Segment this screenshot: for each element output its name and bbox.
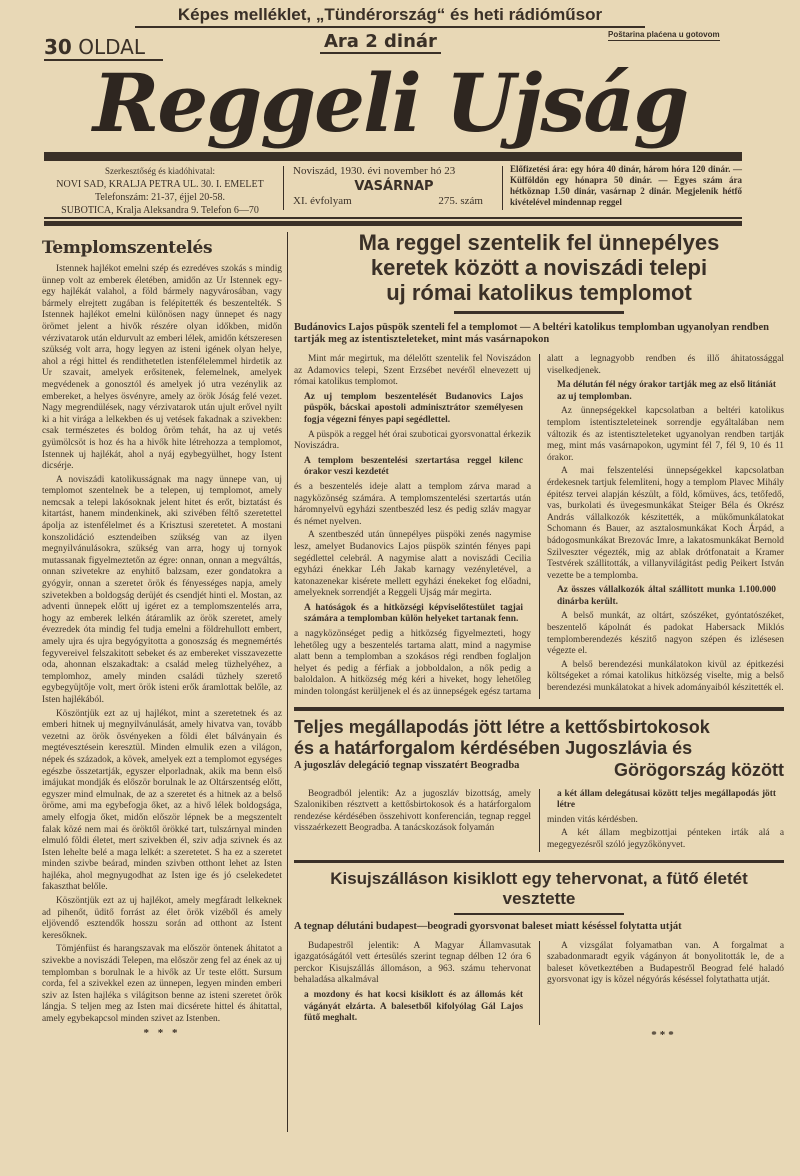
supplement-banner: Képes melléklet, „Tündérország“ és heti rádióműsor — [135, 5, 645, 28]
main-subheadline: Budánovics Lajos püspök szenteli fel a templomot — A beltéri katolikus templomban ugyanolyan rendben tartják meg az istentiszteleteket, mint más vasárnapokon — [294, 322, 769, 345]
paragraph: és a beszentelés ideje alatt a templom zárva marad a nagyközönség számára. A templomszentelési szertartás után háromnyelvü egyházi szentbeszéd lesz és pedig szláv magyar és német nyelven. — [294, 481, 531, 527]
editorial-line: Telefonszám: 21-37, éjjel 20-58. — [94, 192, 226, 203]
article2-subheadline: A jugoszláv delegáció tegnap visszatért Beogradba — [294, 759, 520, 771]
left-article — [42, 238, 282, 1039]
headline-line: Ma reggel szentelik fel ünnepélyes — [358, 230, 720, 255]
header-rule — [44, 221, 742, 226]
editorial-line: SUBOTICA, Kralja Aleksandra 9. Telefon 6—70 — [61, 205, 259, 216]
article3-subheadline: A tegnap délutáni budapest—beogradi gyorsvonat baleset miatt késéssel folytatta utját — [294, 920, 682, 932]
paragraph: Beogradból jelentik: Az a jugoszláv bizottság, amely Szalonikiben résztvett a kettősbirtokosok és a határforgalom rendezése kérdésében összehivott konferencián, tegnap reggel visszaérkezett Beogradba. A tanácskozások folyamán — [294, 788, 531, 834]
editorial-office-info — [44, 165, 276, 217]
issue-date: Noviszád, 1930. évi november hó 23 — [293, 165, 456, 177]
header-rule — [44, 217, 742, 219]
paragraph: A püspök a reggel hét órai szuboticai gyorsvonattal érkezik Noviszádra. — [294, 429, 531, 452]
article2-body — [294, 789, 784, 852]
section-rule — [294, 707, 784, 711]
paragraph: a nagyközönséget pedig a hitközség figyelmezteti, hogy lehetőleg ugy a beszentelés tartama alatt, mind a nagymise alatt benn a templomban a szokásos régi rendben foglaljon helyet és pedig a férfiak a jobboldalon, a nők pedig a baloldalon. A hitközség még kéri a hiveket, hogy lehetőleg minden tolongást kerüljenek el és az ünnepségek egész tartama alatt a legnagyobb rendben és illő áhitatossággal viselkedjenek. — [294, 354, 784, 698]
paragraph: Istennek hajlékot emelni szép és ezredéves szokás s mindig ünnep volt az emberek életében, amidőn az Ur Istennek egy-egy hajlékát valahol, a föld bármely nagyvárosában, vagy bármely elrejtett zugában is felépitették és beszentelték. S Istennek hajlékot emelni különösen nagy ünnepet és nagy örömet jelent a hivők részére olyan időkben, midőn vérzivatarok után eldurvult az emberi lélek, amidőn kétszeresen szükség volt arra, hogy legyen az isteni igének olyan helye, ahol a régi hittel és rendithetetlen istenfélelemmel hirdetik az Ur szavait, amelyek erősitenek, felemelnek, amelyek megvédenek a gonosztól és amelyek jó utra vezénylik az embereket, a helyes ösvényre, amely az örök Jóság felé vezet. Nagy megrendülések, nagy vérzivatarok után ujult erővel nyilt ki a hit virága a lelkekben és uj vetések fakadnak a szivekben: csak természetes és boldog öröm tehát, ha az uj vetés gyümölcsöt is hoz és ha a hivők hite létrehozza a templomot, Istennek uj hajlékát, ahol a nyáj egybegyülhet, hogy Istent dicsérje. — [42, 264, 282, 472]
main-headline — [294, 230, 784, 305]
headline-underline — [454, 311, 624, 314]
highlighted-paragraph: A hatóságok és a hitközségi képviselőtestület tagjai számára a templomban külön helyeket tartanak fenn. — [304, 602, 523, 625]
issue-number: 275. szám — [438, 195, 483, 207]
subscription-info: Előfizetési ára: egy hóra 40 dinár, három hóra 120 dinár. — Külföldön egy hónapra 50 dinár. — Egyes szám ára hétköznap 1.50 dinár, vasárnap 2 dinár. Megjelenik hétfő kivételével mindennap reggel — [510, 164, 742, 207]
headline-line: Görögország között — [614, 759, 784, 780]
page-count-number: 30 — [44, 35, 72, 59]
paragraph: Köszöntjük ezt az uj hajlékot, mint a szeretetnek és az emberi hitnek uj megnyilvánulását, amely hivatva van, tovább vezetni az örök ösvényeken a földi élet bálványain és megtévesztésein keresztül. Minden elmulik ezen a világon, népek és századok, a kövek, amelyek ezt a templomot egységes egészbe összetartják, egyszer elporladnak, akik ma benn első imájukat mondják és először borulnak le az Oltárszentség előtt, egyszer mind elmulnak, de az a szeretet és a hitnek az a belső öröme, ami ma egybefogja őket, az a hivő lélek boldogsága, amely elfogja őket, midőn először lépnek be a megszentelt falak közé nem mai és öröktől örökké tart, tulszárnyal minden elmuló földi életet, mert szivekben él, sziv adja szivnek és az Isten lehelte belé a maga lelkét: a szeretetet. S ha ez a szeretet minden szivbe beárad, minden szivben otthont lehet az Isten hajléka, ahol megnyugodhat az Isten ige és jó cselekedetet fakaszthat belőle. — [42, 708, 282, 893]
highlighted-paragraph: A templom beszentelési szertartása reggel kilenc órakor veszi kezdetét — [304, 455, 523, 478]
headline-line: keretek között a noviszádi telepi — [370, 255, 708, 280]
headline-line: Teljes megállapodás jött létre a kettősbirtokosok — [294, 716, 710, 737]
masthead-bar — [44, 152, 742, 161]
issue-info — [293, 165, 495, 208]
paragraph: A két állam megbizottjai pénteken irták alá a megegyezésről szóló jegyzőkönyvet. — [547, 828, 784, 850]
headline-underline — [454, 913, 624, 915]
paragraph: A szentbeszéd után ünnepélyes püspöki zenés nagymise lesz, amelyet Budanovics Lajos püspök szintén fényes papi segédlettel celebrál. A nagymise alatt a noviszádi Cecilia egyházi énekkar Léh Jakab karnagy vezényletével, a katonazenekar kisérete mellett egyházi énekeket fog előadni, amelyeknek sorrendjét a Reggeli Ujság már megirta. — [294, 530, 531, 599]
paragraph: Tömjénfüst és harangszavak ma először öntenek áhitatot a szivekbe a noviszádi Telepen, ma először zeng fel az ének az uj templomban s borulnak le a hivők az Ur teste előtt. Sursum corda, fel a szivekkel ezen az ünnepen, legyen minden emberi sziv az Isten hajléka s világitson benne az isteni szeretet örök lángja. S teljen meg az Isten mai dicsérete hittel és áhitattal, amely egybekapcsol minden szivet az Istenben. — [42, 944, 282, 1024]
paragraph: Mint már megirtuk, ma délelőtt szentelik fel Noviszádon az Adamovics telepi, Szent Erzsébet nevéről elnevezett uj római katolikus templomot. — [294, 354, 531, 388]
article2-headline — [294, 717, 784, 759]
issue-volume: XI. évfolyam — [293, 195, 352, 207]
divider — [283, 166, 284, 210]
left-article-title: Templomszentelés — [42, 238, 213, 258]
article3-body — [294, 941, 784, 1025]
headline-line: és a határforgalom kérdésében Jugoszlávia és — [294, 737, 693, 758]
page-count-label: OLDAL — [78, 35, 145, 59]
headline-line: uj római katolikus templomot — [386, 280, 692, 305]
highlighted-paragraph: a két állam delegátusai között teljes megállapodás jött létre — [557, 788, 776, 811]
paragraph: Köszöntjük ezt az uj hajlékot, amely megfáradt lelkeknek ad pihenőt, üditő forrást az élet örök vizéből és amely eljövendő esztendők hosszu során ad otthont az Istent keresőknek. — [42, 896, 282, 941]
paragraph: A vizsgálat folyamatban van. A forgalmat a szabadonmaradt egyik vágányon át bonyolitották le, de a baleset következtében a Budapestről Beograd felé haladó gyorsvonat igy is közel négyórás késéssel folytathatta utját. — [547, 940, 784, 986]
end-mark: *** — [651, 1028, 677, 1041]
postage-note: Poštarina plaćena u gotovom — [608, 30, 720, 39]
right-area — [294, 230, 784, 1041]
paragraph: A mai felszentelési ünnepségekkel kapcsolatban érdekesnek tartjuk felemliteni, hogy a templom Plavec Mihály épitész tervei alapján készült, a föld, kőmüves, ács, tetőfedő, vas, burkolati és üvegesmunkákat Steiger Béla és Okrész András vállalkozók készitették, a mükőmunkálatokat Schomann és Bauer, az asztalosmunkákat Koch Árpád, a bádogosmunkákat Brezovác Imre, a lakatosmunkákat Bernold Szilveszter végezték, mig az ablak drótfonatait a Kramer Testvérek szállitották, a villanyvilágitást pedig Peikert István vezette be a templomba. — [547, 466, 784, 581]
paragraph: Az ünnepségekkel kapcsolatban a beltéri katolikus templom istentiszteleteinek sorrendje egyáltalában nem változik és az istentiszteleteket ugyanolyan rendben tartják meg, mint más vasárnapokon, ugymint fél 7, fél 9, 10 és 11 órakor. — [547, 406, 784, 463]
masthead-logo: Reggeli Ujság — [92, 56, 688, 150]
section-rule — [294, 860, 784, 863]
column-divider — [287, 232, 288, 1132]
paragraph: A belső munkát, az oltárt, szószéket, gyóntatószéket, beszentelő kápolnát és padokat Habersack Miklós templomberendezés készitő nagyon szépen és izlésesen végezte el. — [547, 611, 784, 657]
main-article-body — [294, 354, 784, 699]
left-article-body — [42, 264, 282, 1026]
price-label: Ara 2 dinár — [320, 31, 441, 54]
highlighted-paragraph: Az összes vállalkozók által szállitott munka 1.100.000 dinárba került. — [557, 585, 776, 607]
issue-weekday: VASÁRNAP — [354, 179, 434, 194]
paragraph: A belső berendezési munkálatokon kivül az épitkezési költségeket a római katolikus hitközség viselte, mig a belső berendezési munkálatokat a hivek adományaiból készitették el. — [547, 659, 784, 694]
editorial-line: NOVI SAD, KRALJA PETRA UL. 30. I. EMELET — [56, 179, 264, 190]
paragraph: minden vitás kérdésben. — [547, 814, 638, 825]
end-mark: * * * — [143, 1026, 181, 1039]
issue-numbers — [293, 195, 495, 208]
paragraph: Budapestről jelentik: A Magyar Államvasutak igazgatóságától vett értesülés szerint tegnap délben 12 óra 6 perckor Kisujszállás állomáson, a 963. számu tehervonat behaladása alkalmával — [294, 940, 531, 986]
article3-headline: Kisujszálláson kisiklott egy tehervonat, a fütő életét vesztette — [330, 868, 748, 908]
divider — [502, 166, 503, 210]
highlighted-paragraph: Ma délután fél négy órakor tartják meg az első litániát az uj templomban. — [557, 380, 776, 402]
highlighted-paragraph: a mozdony és hat kocsi kisiklott és az állomás két vágányát elzárta. A balesetből kifolyólag Gál Lajos fütő meghalt. — [304, 989, 523, 1024]
highlighted-paragraph: Az uj templom beszentelését Budanovics Lajos püspök, bácskai apostoli adminisztrátor személyesen fogja végezni fényes papi segédlettel. — [304, 391, 523, 425]
article2-subrow — [294, 760, 784, 781]
paragraph: A noviszádi katolikusságnak ma nagy ünnepe van, uj templomot szentelnek be a telepen, uj templomot, amely nemcsak a telepi lakósoknak jelent hitet és erőt, biztatást és kitartást, hanem mindenkinek, aki szivében féltő szeretettel ápolja az istenfélelmet és a Krisztusi szeretetet. A mostani konszolidáció esztendeiben szükség van az ilyen megnyilvánulásokra, szükség van arra, hogy uj tornyok mutassanak figyelmeztetőn az égre: onnan, onnan a megváltás, onnan szivetekre az enyhitő balzsam, ezer gondatokra a gyógyir, onnan a szeretet örök és fényességes napja, amely szivetekben a boldogság derüjét és csendjét hinti el. Mostan, az adventi ünnepek előtt uj igéret ez a templomszentelés arra, hogy az emberek lelkén átáramlik az örök szeretet, amely évezredek óta mindig fel tudja emelni a földrehullott embert, amely ujra és ujra begyógyitotta a gonoszság és megnemértés fegyvereivel felszakitott sebeket és az embereket visszavezette oda, ahonnan elszakadtak: a család meleg tüzhelyéhez, a templomhoz, amely minden családi tüzhely szerető egybegyüjtője volt, mert örök isteni erők áramlottak belőle, az Isten hajlékából. — [42, 474, 282, 705]
editorial-line: Szerkesztőség és kiadóhivatal: — [105, 166, 215, 176]
